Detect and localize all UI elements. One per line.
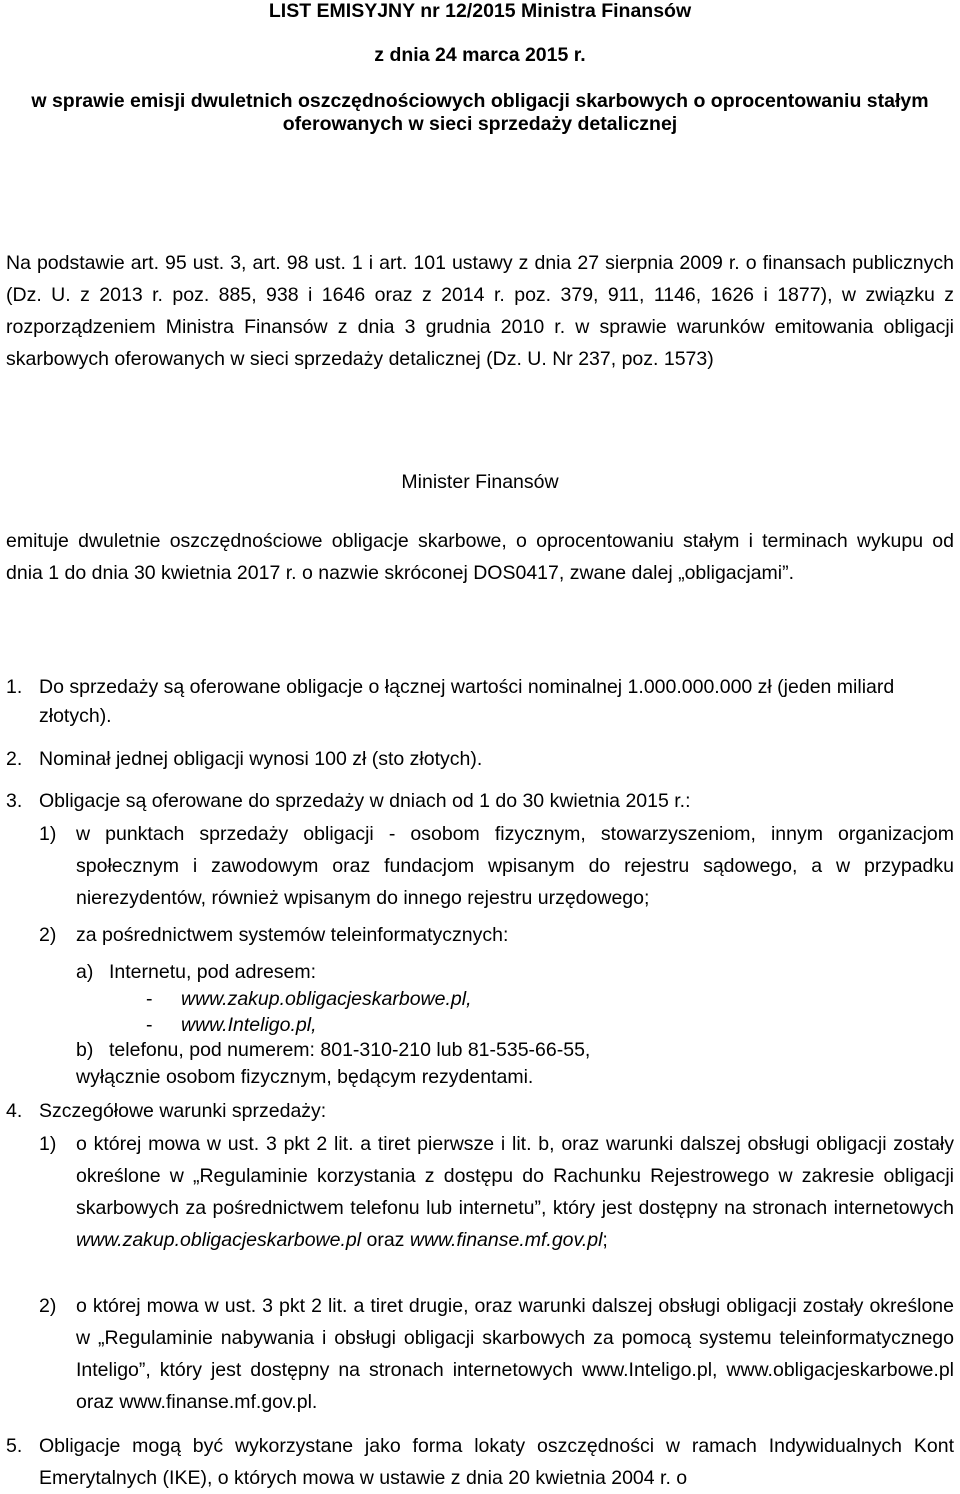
- document-subject: w sprawie emisji dwuletnich oszczędnościowych obligacji skarbowych o oprocentowaniu stałym oferowanych w sieci sprzedaży detalicznej: [31, 90, 929, 136]
- list-item-text: Obligacje mogą być wykorzystane jako forma lokaty oszczędności w ramach Indywidualnych Kont Emerytalnych (IKE), o których mowa w ustawie z dnia 20 kwietnia 2004 r. o: [39, 1435, 954, 1489]
- list-item-number: 1.: [6, 676, 23, 698]
- sub-item-text-end: ;: [602, 1229, 608, 1251]
- list-item-number: 4.: [6, 1100, 23, 1122]
- list-item-number: 3.: [6, 790, 23, 812]
- finanse-link[interactable]: www.finanse.mf.gov.pl: [409, 1229, 603, 1251]
- list-item: [6, 745, 954, 774]
- sub-item-number: 1): [39, 1133, 57, 1155]
- channel-b-label: b): [76, 1039, 94, 1061]
- sub-item-text-part: o której mowa w ust. 3 pkt 2 lit. a tiret pierwsze i lit. b, oraz warunki dalszej obsługi obligacji zostały określone w „Regulaminie korzystania z dostępu do Rachunku Rejestrowego w zakresie obligacji skarbowych za pośrednictwem telefonu lub internetu”, który jest dostępny na stronach internetowych: [76, 1133, 954, 1219]
- channel-a-label: a): [76, 961, 94, 983]
- emission-paragraph: emituje dwuletnie oszczędnościowe obligacje skarbowe, o oprocentowaniu stałym i terminach wykupu od dnia 1 do dnia 30 kwietnia 2017 r. o nazwie skróconej DOS0417, zwane dalej „obligacjami”.: [6, 530, 954, 584]
- sub-item-number: 1): [39, 823, 57, 845]
- sub-item-number: 2): [39, 1295, 57, 1317]
- list-item: [6, 787, 954, 816]
- url-zakup-link[interactable]: www.zakup.obligacjeskarbowe.pl,: [181, 988, 472, 1010]
- sub-item: [39, 1290, 954, 1418]
- list-item-text: Nominał jednej obligacji wynosi 100 zł (sto złotych).: [39, 748, 483, 770]
- sub-item-text-conj: oraz: [361, 1229, 410, 1251]
- url-inteligo-link[interactable]: www.Inteligo.pl,: [181, 1014, 317, 1036]
- channel-b-note: wyłącznie osobom fizycznym, będącym rezydentami.: [76, 1066, 534, 1088]
- dash: -: [146, 988, 153, 1010]
- channel-a-text: Internetu, pod adresem:: [109, 961, 317, 983]
- sub-item-text: w punktach sprzedaży obligacji - osobom fizycznym, stowarzyszeniom, innym organizacjom społecznym i zawodowym oraz fundacjom wpisanym do rejestru sądowego, a w przypadku nierezydentów, również wpisanym do innego rejestru urzędowego;: [76, 823, 954, 909]
- list-item-text: Szczegółowe warunki sprzedaży:: [39, 1100, 327, 1122]
- sub-item: [39, 818, 954, 914]
- sub-item: [39, 1128, 954, 1256]
- sub-item-text: za pośrednictwem systemów teleinformatycznych:: [76, 924, 509, 946]
- list-item: [6, 1097, 954, 1126]
- document-title: LIST EMISYJNY nr 12/2015 Ministra Finansów: [268, 0, 692, 22]
- zakup-link[interactable]: www.zakup.obligacjeskarbowe.pl: [76, 1229, 362, 1251]
- issuer-heading: Minister Finansów: [401, 471, 559, 493]
- list-item-number: 2.: [6, 748, 23, 770]
- sub-item-text: o której mowa w ust. 3 pkt 2 lit. a tiret drugie, oraz warunki dalszej obsługi obligacji zostały określone w „Regulaminie nabywania i obsługi obligacji skarbowych za pomocą systemu teleinformatycznego Inteligo”, który jest dostępny na stronach internetowych www.Inteligo.pl, www.obligacjeskarbowe.pl oraz www.finanse.mf.gov.pl.: [76, 1295, 954, 1413]
- sub-item-text: [76, 1128, 954, 1256]
- list-item-number: 5.: [6, 1435, 23, 1457]
- sub-item: [39, 921, 954, 950]
- sub-item-number: 2): [39, 924, 57, 946]
- list-item-text: Do sprzedaży są oferowane obligacje o łącznej wartości nominalnej 1.000.000.000 zł (jeden miliard złotych).: [39, 676, 895, 727]
- list-item-text: Obligacje są oferowane do sprzedaży w dniach od 1 do 30 kwietnia 2015 r.:: [39, 790, 691, 812]
- list-item: [6, 673, 954, 731]
- list-item: [6, 1430, 954, 1494]
- document-date: z dnia 24 marca 2015 r.: [374, 44, 586, 66]
- legal-basis-paragraph: Na podstawie art. 95 ust. 3, art. 98 ust. 1 i art. 101 ustawy z dnia 27 sierpnia 2009 r. o finansach publicznych (Dz. U. z 2013 r. poz. 885, 938 i 1646 oraz z 2014 r. poz. 379, 911, 1146, 1626 i 1877), w związku z rozporządzeniem Ministra Finansów z dnia 3 grudnia 2010 r. w sprawie warunków emitowania obligacji skarbowych oferowanych w sieci sprzedaży detalicznej (Dz. U. Nr 237, poz. 1573): [6, 252, 954, 370]
- dash: -: [146, 1014, 153, 1036]
- channel-b-text: telefonu, pod numerem: 801-310-210 lub 81-535-66-55,: [109, 1039, 591, 1061]
